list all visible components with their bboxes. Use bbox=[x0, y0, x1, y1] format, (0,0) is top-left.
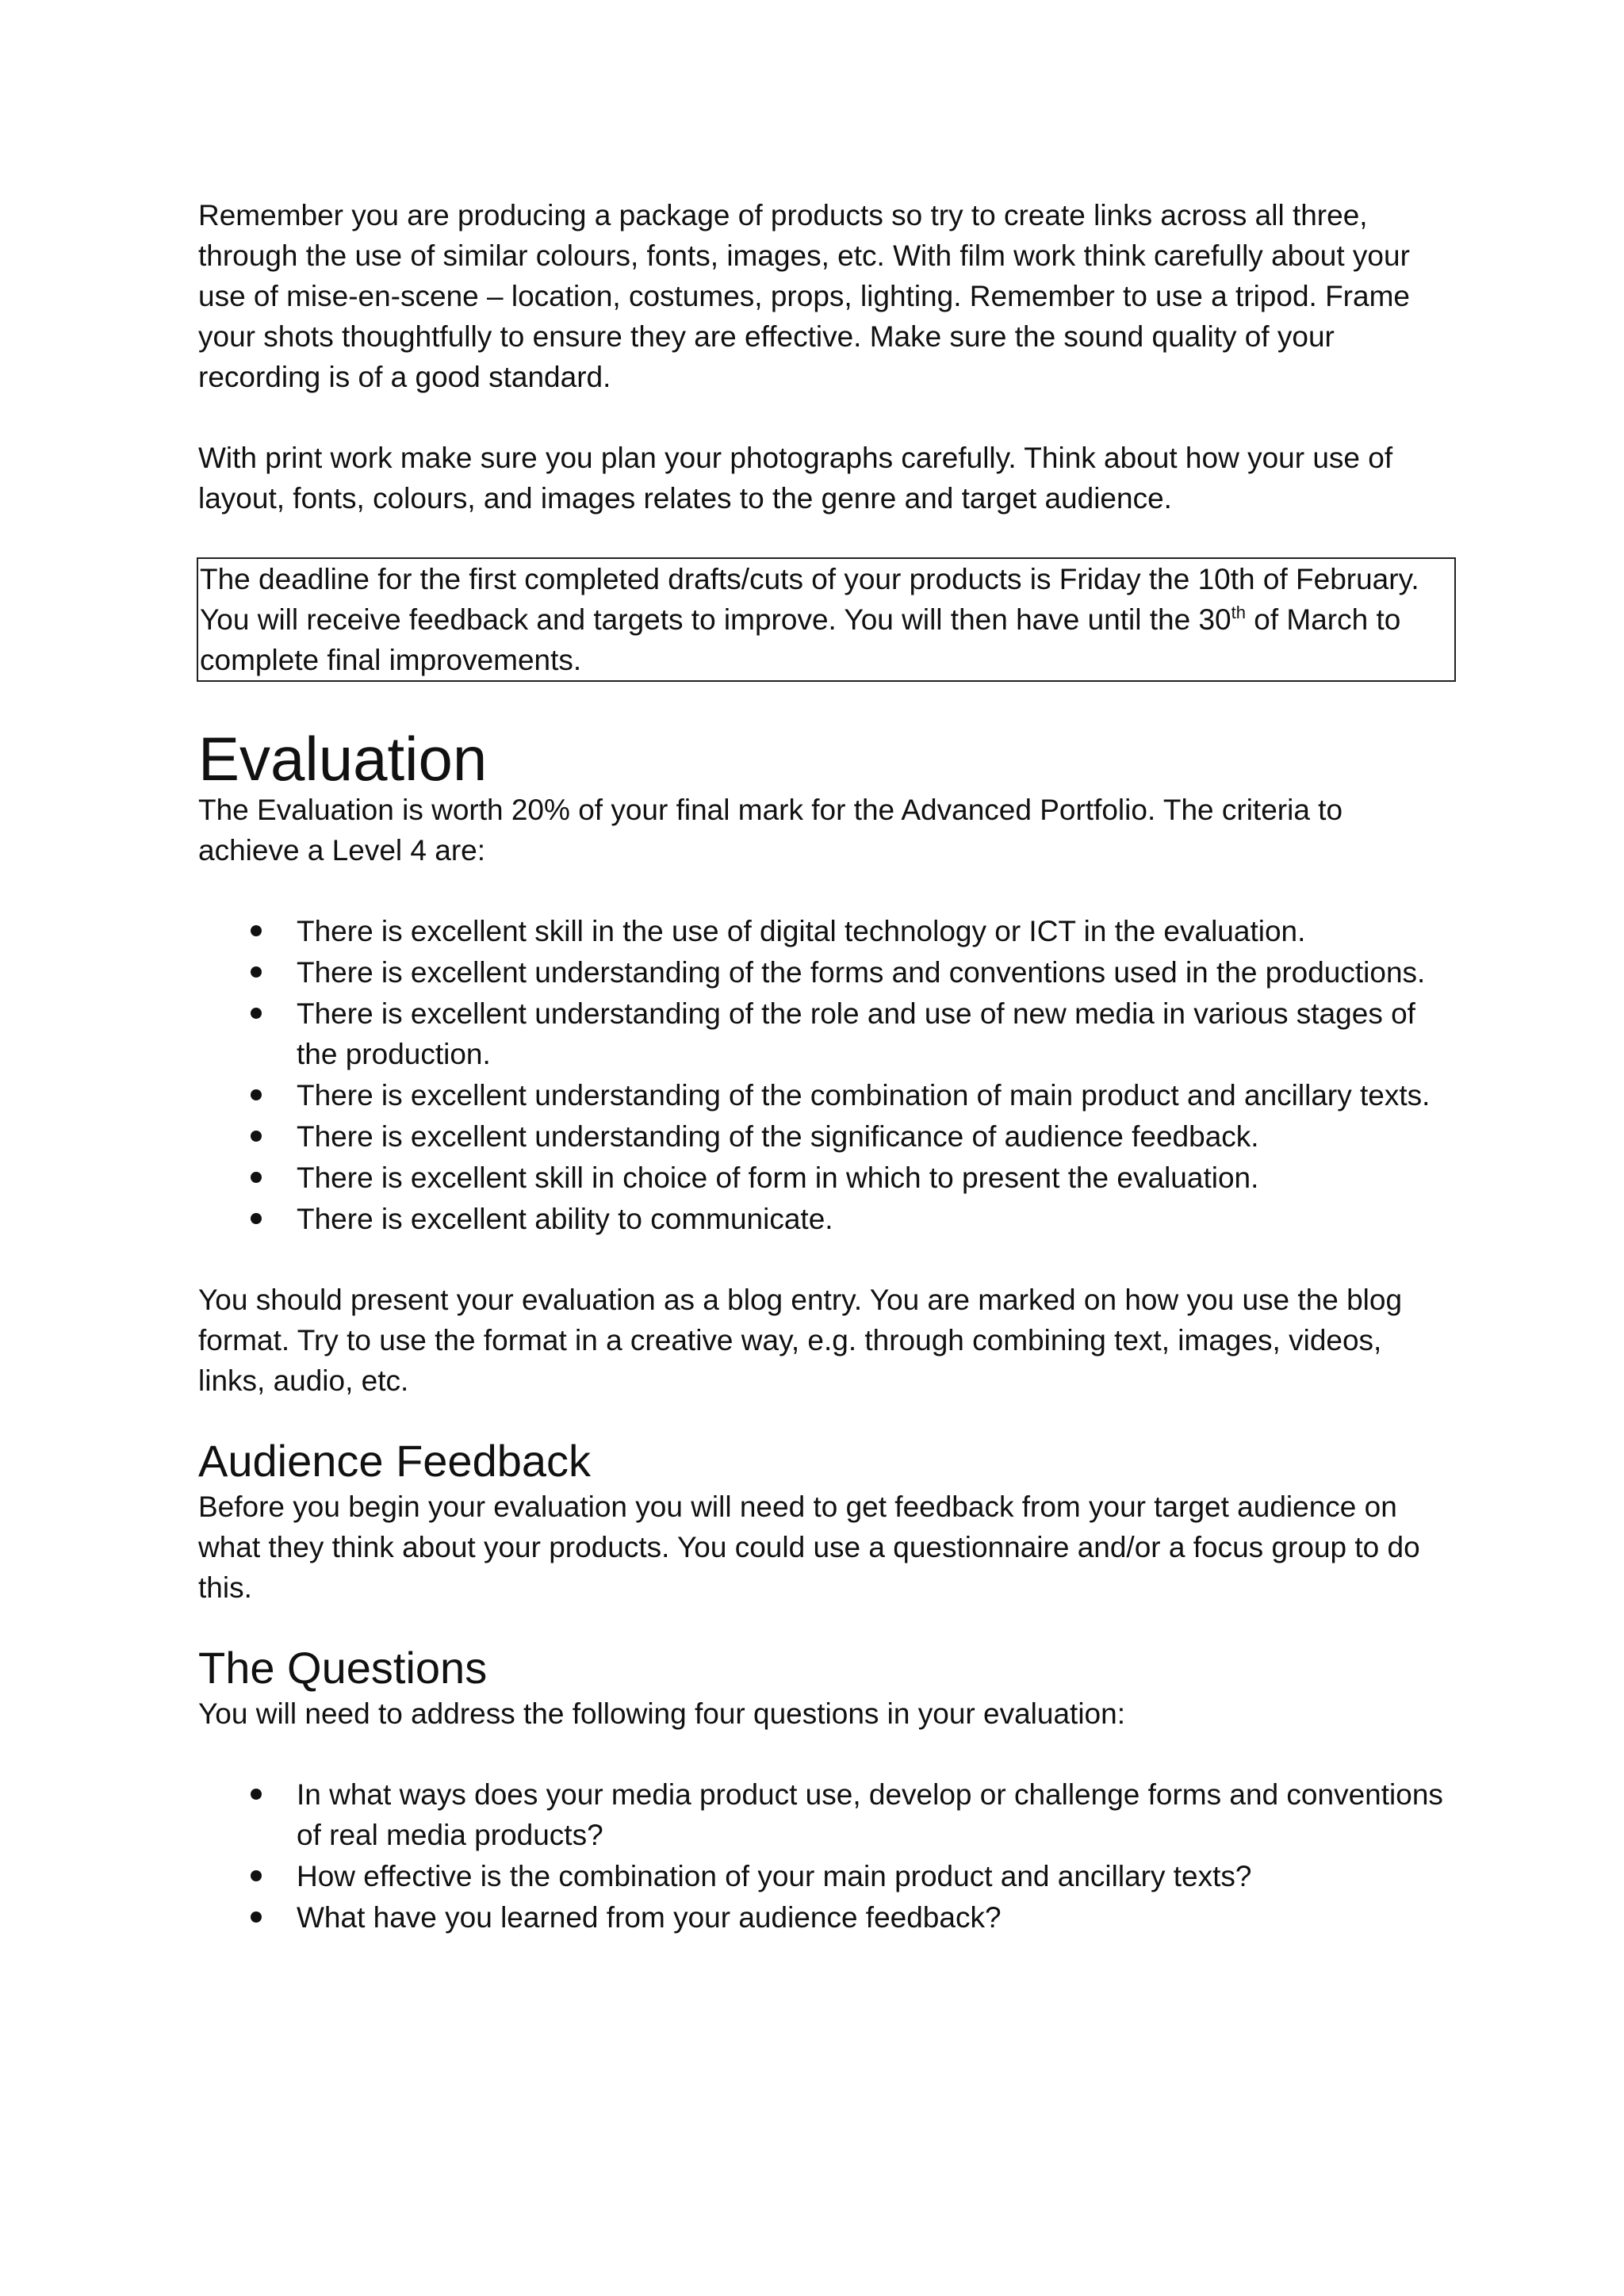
evaluation-intro: The Evaluation is worth 20% of your final mark for the Advanced Portfolio. The criteria to achieve a Level 4 are: bbox=[198, 794, 1343, 867]
questions-heading: The Questions bbox=[198, 1643, 488, 1693]
bullet-icon bbox=[251, 1089, 262, 1100]
bullet-icon bbox=[251, 925, 262, 936]
list-item: In what ways does your media product use, develop or challenge forms and conventions of real media products? bbox=[198, 1774, 1451, 1855]
ordinal-suffix: th bbox=[1231, 603, 1246, 622]
evaluation-heading: Evaluation bbox=[198, 724, 488, 794]
print-work-paragraph: With print work make sure you plan your photographs carefully. Think about how your use of layout, fonts, colours, and images relates to the genre and target audience. bbox=[198, 442, 1393, 515]
list-item: There is excellent understanding of the forms and conventions used in the productions. bbox=[198, 952, 1451, 993]
list-item: What have you learned from your audience feedback? bbox=[198, 1897, 1451, 1938]
list-item: There is excellent understanding of the role and use of new media in various stages of the production. bbox=[198, 993, 1451, 1074]
list-item: There is excellent ability to communicate. bbox=[198, 1199, 1451, 1239]
deadline-text-main: The deadline for the first completed drafts/cuts of your products is Friday the 10th of February. You will receive feedback and targets to improve. You will then have until the 30 bbox=[200, 563, 1419, 636]
list-item: There is excellent skill in the use of digital technology or ICT in the evaluation. bbox=[198, 911, 1451, 951]
blog-format-paragraph: You should present your evaluation as a blog entry. You are marked on how you use the blog format. Try to use the format in a creative way, e.g. through combining text, images, videos, links, audio, etc. bbox=[198, 1284, 1403, 1397]
list-item: There is excellent understanding of the significance of audience feedback. bbox=[198, 1116, 1451, 1157]
list-item: There is excellent skill in choice of form in which to present the evaluation. bbox=[198, 1158, 1451, 1198]
questions-intro: You will need to address the following four questions in your evaluation: bbox=[198, 1697, 1125, 1730]
bullet-icon bbox=[251, 1213, 262, 1224]
bullet-icon bbox=[251, 1789, 262, 1800]
audience-feedback-text: Before you begin your evaluation you will need to get feedback from your target audience on what they think about your products. You could use a questionnaire and/or a focus group to do this. bbox=[198, 1490, 1420, 1604]
criteria-list bbox=[198, 911, 1451, 1239]
deadline-box bbox=[197, 557, 1456, 682]
bullet-icon bbox=[251, 966, 262, 978]
audience-feedback-heading: Audience Feedback bbox=[198, 1436, 592, 1486]
intro-paragraph: Remember you are producing a package of products so try to create links across all three, through the use of similar colours, fonts, images, etc. With film work think carefully about your use of mise-en-scene – location, costumes, props, lighting. Remember to use a tripod. Frame your shots thoughtfully to ensure they are effective. Make sure the sound quality of your recording is of a good standard. bbox=[198, 199, 1410, 393]
deadline-text bbox=[198, 559, 1448, 680]
page-content bbox=[198, 195, 1451, 1938]
bullet-icon bbox=[251, 1911, 262, 1923]
questions-list bbox=[198, 1774, 1451, 1938]
list-item: How effective is the combination of your main product and ancillary texts? bbox=[198, 1856, 1451, 1896]
bullet-icon bbox=[251, 1131, 262, 1142]
list-item: There is excellent understanding of the combination of main product and ancillary texts. bbox=[198, 1075, 1451, 1115]
bullet-icon bbox=[251, 1008, 262, 1019]
bullet-icon bbox=[251, 1172, 262, 1183]
deadline-text-end: of March to complete final improvements. bbox=[200, 603, 1401, 676]
bullet-icon bbox=[251, 1870, 262, 1881]
